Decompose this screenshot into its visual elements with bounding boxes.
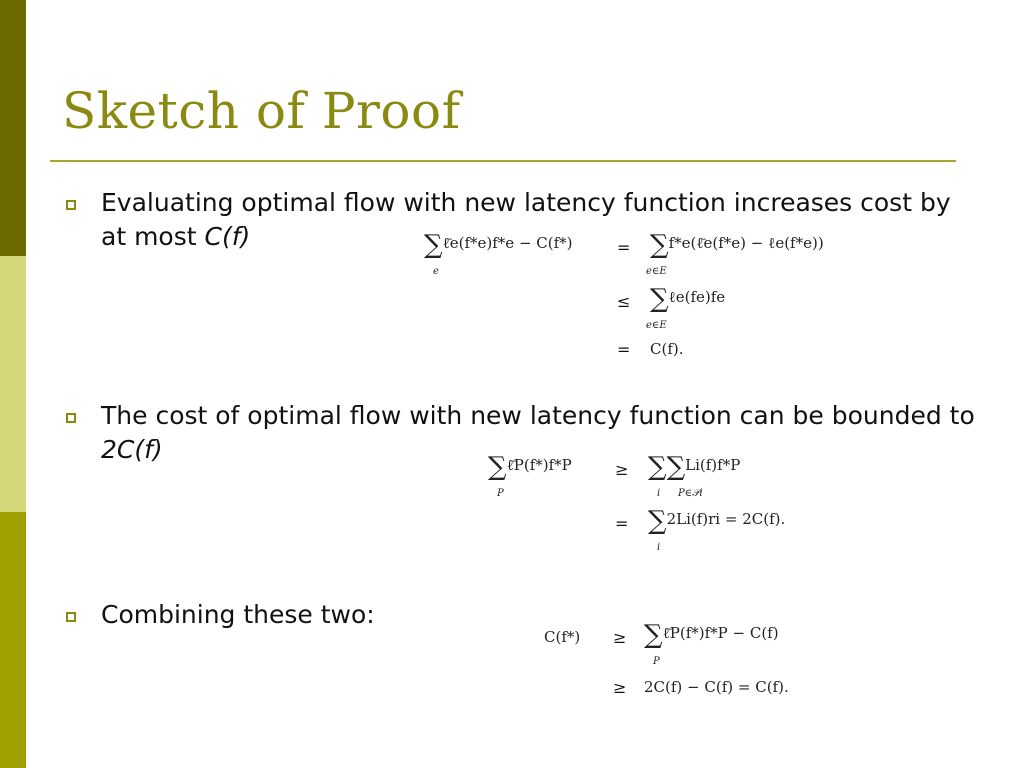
eq1-lhs: ∑ℓ̄e(f*e)f*e − C(f*): [424, 230, 573, 260]
eq1-lhs-sub: e: [433, 266, 439, 277]
accent-stripe-top: [0, 0, 26, 256]
eq1-sub-2: e∈E: [646, 320, 667, 331]
eq1-rel-1: =: [617, 238, 631, 257]
slide-title: Sketch of Proof: [62, 82, 461, 140]
eq2-sub-p: P∈𝒫i: [678, 488, 703, 499]
eq1-rhs-3: C(f).: [650, 340, 684, 358]
eq1-rel-3: =: [617, 340, 631, 359]
accent-stripe-middle: [0, 256, 26, 512]
eq3-rhs-2: 2C(f) − C(f) = C(f).: [644, 678, 789, 696]
eq3-rel-1: ≥: [613, 628, 627, 647]
eq3-rhs-1: ∑ℓ̄P(f*)f*P − C(f): [644, 620, 779, 650]
bullet-marker-2: [66, 413, 76, 423]
bullet-1-text: Evaluating optimal flow with new latency function increases cost by at most: [101, 188, 951, 251]
eq1-rel-2: ≤: [617, 292, 631, 311]
eq1-rhs-2: ∑ℓe(fe)fe: [650, 284, 726, 314]
bullet-2-text: The cost of optimal flow with new latency function can be bounded to: [101, 401, 975, 430]
eq2-rel-1: ≥: [615, 460, 629, 479]
eq2-sub-2: i: [657, 542, 661, 553]
eq2-rhs-1: ∑∑Li(f)f*P: [648, 452, 741, 482]
eq3-lhs: C(f*): [544, 628, 581, 646]
bullet-marker-1: [66, 200, 76, 210]
bullet-marker-3: [66, 612, 76, 622]
title-divider: [50, 160, 956, 162]
bullet-text-3: [101, 598, 981, 632]
bullet-1-emph: C(f): [204, 222, 251, 251]
bullet-2-emph: 2C(f): [101, 435, 163, 464]
eq2-rhs-2: ∑2Li(f)ri = 2C(f).: [648, 506, 786, 536]
eq2-lhs: ∑ℓ̄P(f*)f*P: [488, 452, 572, 482]
eq2-sub-i: i: [657, 488, 661, 499]
eq2-lhs-sub: P: [497, 488, 504, 499]
eq1-rhs-1: ∑f*e(ℓ̄e(f*e) − ℓe(f*e)): [650, 230, 824, 260]
eq3-sub-1: P: [653, 656, 660, 667]
eq2-rel-2: =: [615, 514, 629, 533]
eq3-rel-2: ≥: [613, 678, 627, 697]
eq1-sub-1: e∈E: [646, 266, 667, 277]
bullet-3-text: Combining these two:: [101, 600, 375, 629]
accent-stripe-bottom: [0, 512, 26, 768]
